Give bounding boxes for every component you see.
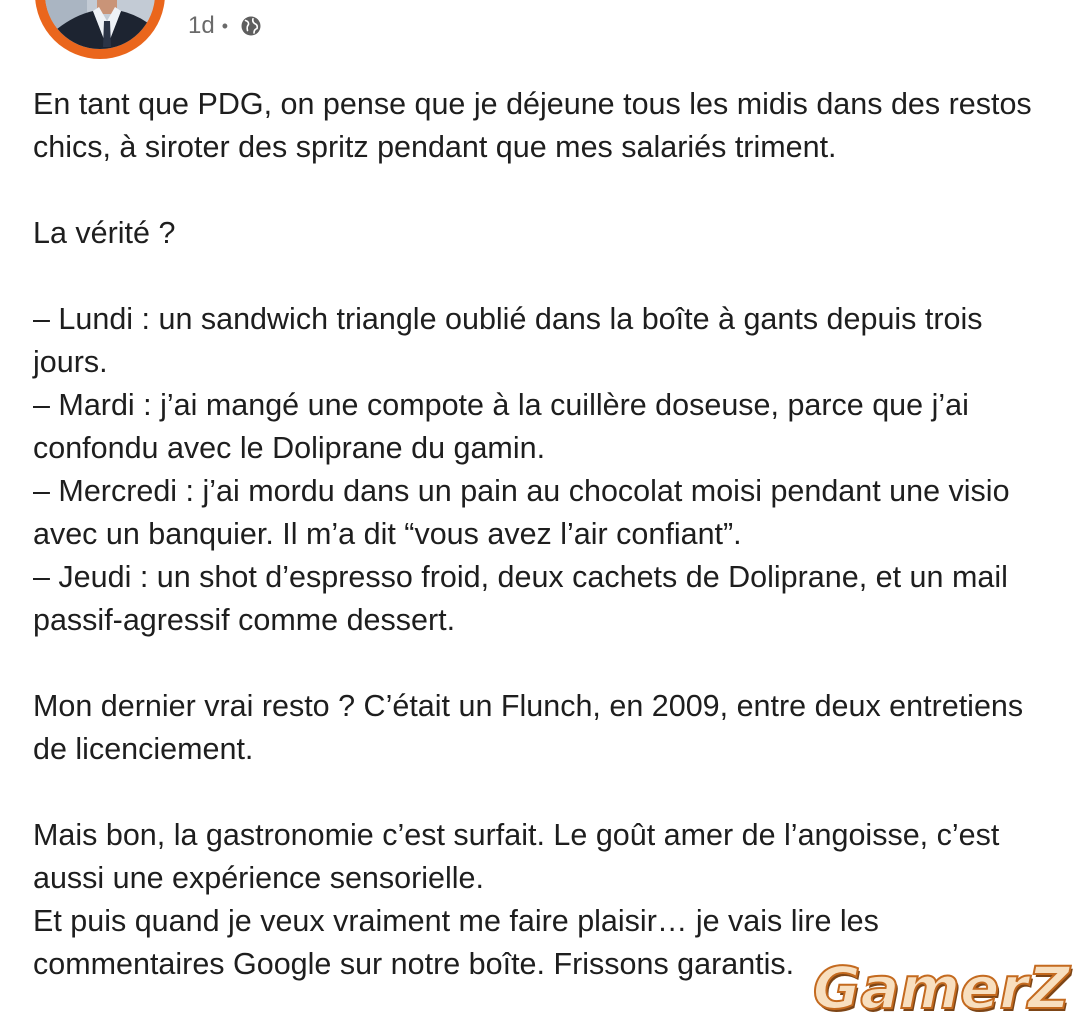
post-text-line: En tant que PDG, on pense que je déjeune tous les midis dans des restos: [33, 87, 1032, 121]
post-text-line: Et puis quand je veux vraiment me faire plaisir… je vais lire les: [33, 904, 879, 938]
post-paragraph: [33, 83, 1063, 169]
post-text-line: de licenciement.: [33, 732, 254, 766]
globe-icon: [241, 16, 261, 36]
post-text-line: Mais bon, la gastronomie c’est surfait. Le goût amer de l’angoisse, c’est: [33, 818, 1000, 852]
avatar[interactable]: [35, 0, 165, 59]
post-text-line: chics, à siroter des spritz pendant que mes salariés triment.: [33, 130, 837, 164]
post-text-line: – Jeudi : un shot d’espresso froid, deux cachets de Doliprane, et un mail: [33, 560, 1008, 594]
post-paragraph: [33, 298, 1063, 642]
meta-separator: •: [221, 16, 229, 36]
post-meta: [188, 11, 261, 41]
profile-photo-icon: [35, 0, 165, 59]
watermark-logo: GamerZ: [812, 954, 1070, 1022]
post-text-line: jours.: [33, 345, 108, 379]
post-text-line: – Mercredi : j’ai mordu dans un pain au chocolat moisi pendant une visio: [33, 474, 1010, 508]
post-body: [33, 83, 1063, 986]
post-text-line: – Mardi : j’ai mangé une compote à la cuillère doseuse, parce que j’ai: [33, 388, 969, 422]
post-paragraph: [33, 685, 1063, 771]
post-text-line: commentaires Google sur notre boîte. Frissons garantis.: [33, 947, 795, 981]
post-text-line: confondu avec le Doliprane du gamin.: [33, 431, 546, 465]
post-text-line: La vérité ?: [33, 216, 176, 250]
post-time: 1d: [188, 12, 215, 39]
post-text-line: aussi une expérience sensorielle.: [33, 861, 484, 895]
post-text-line: passif-agressif comme dessert.: [33, 603, 456, 637]
post-text-line: avec un banquier. Il m’a dit “vous avez l’air confiant”.: [33, 517, 742, 551]
post-paragraph: [33, 212, 1063, 255]
post-text-line: – Lundi : un sandwich triangle oublié dans la boîte à gants depuis trois: [33, 302, 983, 336]
post-header: [0, 0, 1080, 60]
post-text-line: Mon dernier vrai resto ? C’était un Flunch, en 2009, entre deux entretiens: [33, 689, 1024, 723]
